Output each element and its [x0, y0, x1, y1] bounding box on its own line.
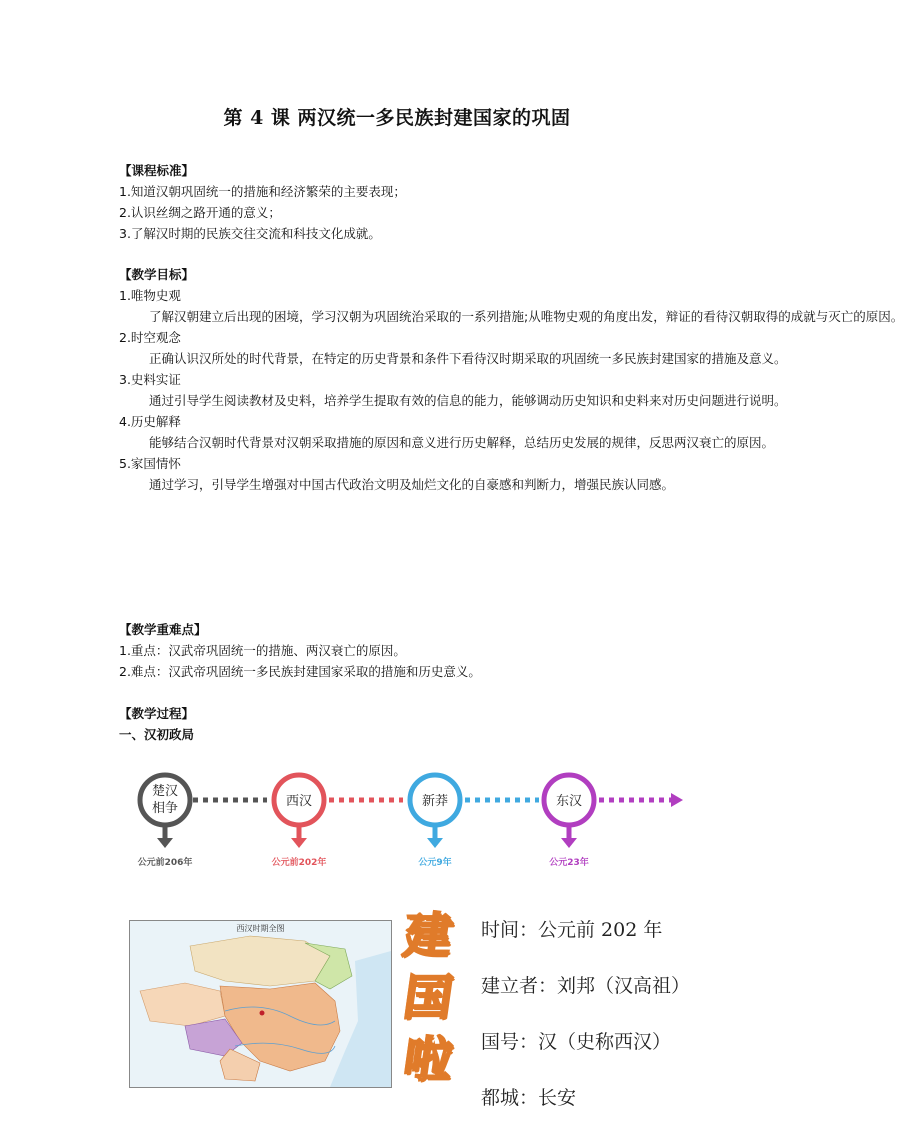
section-heading: 【课程标准】 [119, 163, 195, 178]
timeline-node-xihan [272, 775, 327, 868]
svg-text:相争: 相争 [151, 801, 179, 816]
svg-text:新莽: 新莽 [421, 794, 449, 809]
list-item: 1.知道汉朝巩固统一的措施和经济繁荣的主要表现； [119, 184, 406, 199]
goal-label: 4.历史解释 [119, 414, 181, 429]
goal-text: 正确认识汉所处的时代背景，在特定的历史背景和条件下看待汉时期采取的巩固统一多民族封建国家的措施及意义。 [149, 351, 787, 366]
timeline-node-chuhan [138, 775, 193, 868]
lesson-title: 第 4 课 两汉统一多民族封建国家的巩固 [223, 107, 571, 129]
curriculum-section [119, 160, 679, 244]
dynasty-timeline [115, 758, 695, 878]
western-han-map [129, 920, 392, 1088]
fact-capital: 都城：长安 [481, 1087, 577, 1109]
section-heading: 【教学过程】 [119, 706, 195, 721]
goal-label: 3.史料实证 [119, 372, 181, 387]
svg-text:楚汉: 楚汉 [151, 784, 179, 799]
svg-text:公元23年: 公元23年 [549, 858, 589, 868]
goal-label: 5.家国情怀 [119, 456, 181, 471]
svg-text:公元前202年: 公元前202年 [271, 858, 327, 868]
map-title: 西汉时期全图 [236, 924, 285, 933]
down-arrow-icon [291, 838, 307, 848]
goal-text: 了解汉朝建立后出现的困境，学习汉朝为巩固统治采取的一系列措施;从唯物史观的角度出发，辩证的看待汉朝取得的成就与灭亡的原因。 [149, 309, 903, 324]
down-arrow-icon [157, 838, 173, 848]
section-heading: 【教学重难点】 [119, 622, 207, 637]
down-arrow-icon [561, 838, 577, 848]
goal-label: 2.时空观念 [119, 330, 181, 345]
goal-text: 能够结合汉朝时代背景对汉朝采取措施的原因和意义进行历史解释，总结历史发展的规律，反思两汉衰亡的原因。 [149, 435, 775, 450]
fact-founder: 建立者：刘邦（汉高祖） [481, 975, 691, 997]
goal-text: 通过学习，引导学生增强对中国古代政治文明及灿烂文化的自豪感和判断力，增强民族认同感。 [149, 477, 675, 492]
founding-stamp [400, 905, 456, 1091]
process-section [119, 703, 679, 745]
list-item: 3.了解汉时期的民族交往交流和科技文化成就。 [119, 226, 381, 241]
goal-label: 1.唯物史观 [119, 288, 181, 303]
goal-text: 通过引导学生阅读教材及史料，培养学生提取有效的信息的能力，能够调动历史知识和史料来对历史问题进行说明。 [149, 393, 787, 408]
fact-name: 国号：汉（史称西汉） [481, 1031, 672, 1053]
svg-text:公元前206年: 公元前206年 [137, 858, 193, 868]
list-item: 2.难点：汉武帝巩固统一多民族封建国家采取的措施和历史意义。 [119, 664, 481, 679]
list-item: 2.认识丝绸之路开通的意义； [119, 205, 281, 220]
big-char: 建 [400, 908, 456, 964]
goals-section [119, 264, 903, 495]
arrow-head-icon [671, 793, 683, 807]
section-heading: 【教学目标】 [119, 267, 195, 282]
down-arrow-icon [427, 838, 443, 848]
timeline-node-xinmang [410, 775, 460, 868]
big-char: 国 [400, 970, 456, 1026]
subsection-heading: 一、汉初政局 [119, 727, 195, 742]
fact-time: 时间：公元前 202 年 [481, 919, 663, 941]
svg-text:西汉: 西汉 [285, 794, 313, 809]
big-char: 啦 [400, 1032, 456, 1088]
timeline-node-donghan [544, 775, 594, 868]
founding-facts [481, 914, 781, 1138]
svg-text:公元9年: 公元9年 [418, 858, 452, 868]
list-item: 1.重点：汉武帝巩固统一的措施、两汉衰亡的原因。 [119, 643, 406, 658]
key-points-section [119, 619, 679, 682]
svg-text:东汉: 东汉 [555, 794, 583, 809]
